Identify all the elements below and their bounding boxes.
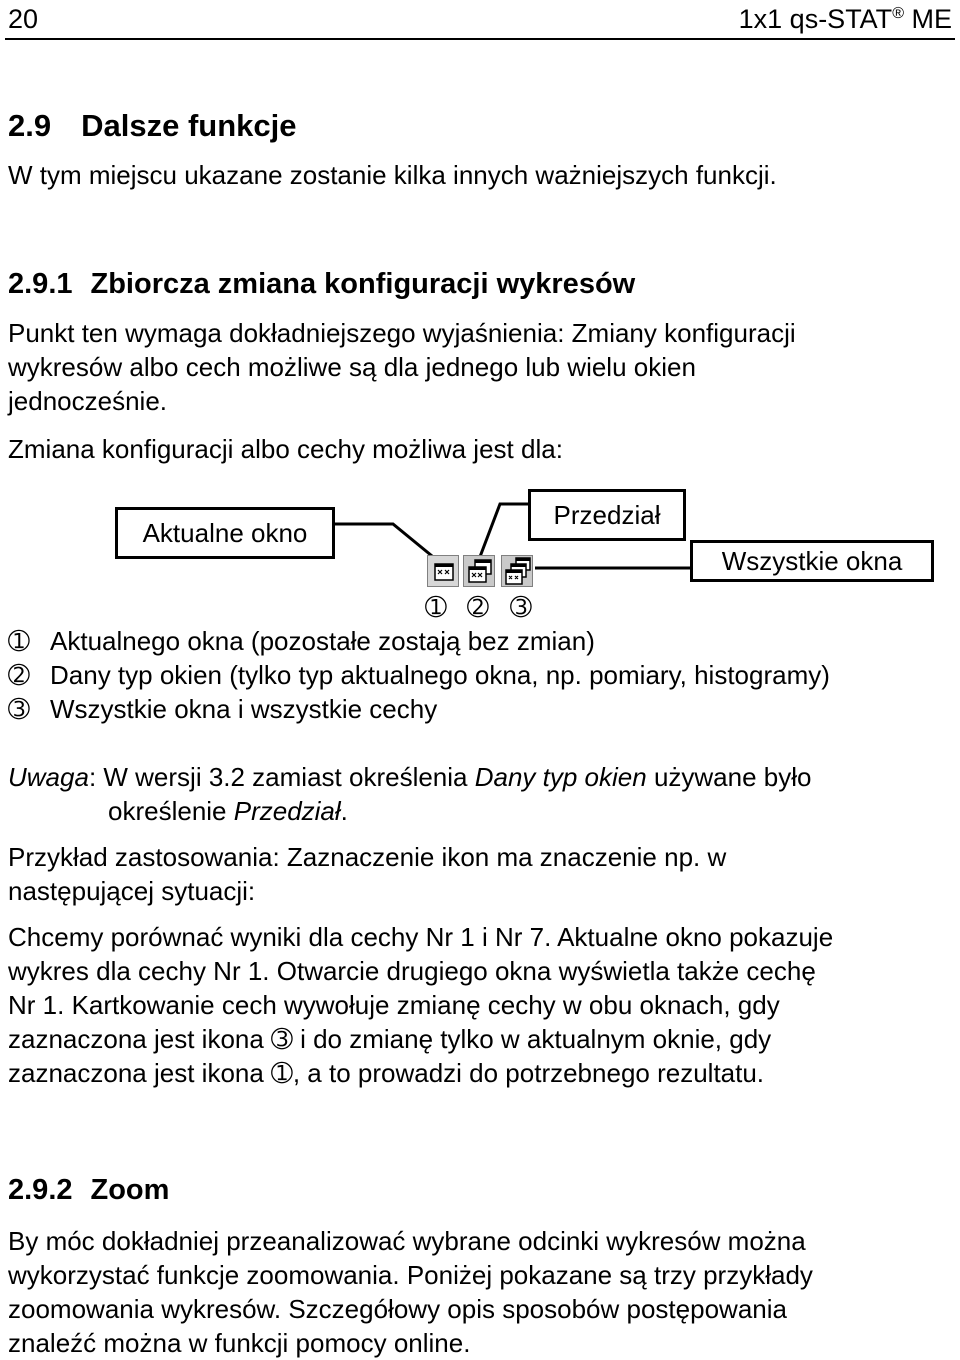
- option-text: Aktualnego okna (pozostałe zostają bez zmian): [50, 626, 595, 656]
- paragraph-line: By móc dokładniej przeanalizować wybrane odcinki wykresów można: [8, 1226, 806, 1256]
- note-text: określenie: [108, 796, 234, 826]
- option-item: [8, 692, 438, 727]
- section-number: 2.9: [8, 108, 52, 143]
- note-line: [108, 794, 348, 828]
- text-run: zaznaczona jest ikona: [8, 1024, 272, 1054]
- note-text: .: [340, 796, 348, 826]
- subsection-title: Zoom: [90, 1174, 170, 1206]
- icon-number-1: ➀: [425, 593, 447, 623]
- note-line: [8, 760, 811, 794]
- paragraph-line: znaleźć można w funkcji pomocy online.: [8, 1328, 471, 1358]
- all-windows-icon[interactable]: [501, 555, 533, 587]
- paragraph-line: Zmiana konfiguracji albo cechy możliwa jest dla:: [8, 434, 563, 464]
- icon-number-2: ➁: [467, 593, 489, 623]
- paragraph-line: [8, 1022, 771, 1057]
- option-item: [8, 658, 830, 693]
- paragraph-line: wykres dla cechy Nr 1. Otwarcie drugiego okna wyświetla także cechę: [8, 956, 816, 986]
- option-marker: ➂: [8, 695, 30, 725]
- section-title: Dalsze funkcje: [81, 108, 297, 143]
- paragraph-line: Przykład zastosowania: Zaznaczenie ikon ma znaczenie np. w: [8, 842, 727, 872]
- text-run: zaznaczona jest ikona: [8, 1058, 272, 1088]
- note-term: Przedział: [233, 796, 341, 826]
- note-label: Uwaga: [8, 762, 89, 792]
- option-marker: ➁: [8, 661, 30, 691]
- paragraph-line: następującej sytuacji:: [8, 876, 256, 906]
- paragraph-line: Nr 1. Kartkowanie cech wywołuje zmianę cechy w obu oknach, gdy: [8, 990, 780, 1020]
- stacked-windows-icon[interactable]: [463, 555, 495, 587]
- single-window-icon[interactable]: [427, 555, 459, 587]
- product-edition: ME: [911, 4, 952, 34]
- paragraph-line: wykresów albo cech możliwe są dla jednego lub wielu okien: [8, 352, 696, 382]
- paragraph-line: jednocześnie.: [8, 386, 167, 416]
- section-intro: W tym miejscu ukazane zostanie kilka innych ważniejszych funkcji.: [8, 160, 777, 190]
- subsection-heading: [8, 1174, 169, 1207]
- paragraph-line: Chcemy porównać wyniki dla cechy Nr 1 i Nr 7. Aktualne okno pokazuje: [8, 922, 834, 952]
- subsection-number: 2.9.2: [8, 1174, 73, 1206]
- current-window-callout: Aktualne okno: [115, 507, 335, 559]
- note-term: Dany typ okien: [474, 762, 647, 792]
- option-text: Dany typ okien (tylko typ aktualnego okna, np. pomiary, histogramy): [50, 660, 830, 690]
- page-number: 20: [8, 4, 39, 34]
- text-run: i do zmianę tylko w aktualnym oknie, gdy: [292, 1024, 772, 1054]
- note-text: używane było: [646, 762, 812, 792]
- text-run: , a to prowadzi do potrzebnego rezultatu.: [292, 1058, 765, 1088]
- option-marker: ➀: [8, 627, 30, 657]
- icon-number-3: ➂: [510, 593, 532, 623]
- registered-mark: ®: [892, 5, 904, 22]
- paragraph-line: Punkt ten wymaga dokładniejszego wyjaśnienia: Zmiany konfiguracji: [8, 318, 796, 348]
- paragraph-line: zoomowania wykresów. Szczegółowy opis sposobów postępowania: [8, 1294, 787, 1324]
- paragraph-line: wykorzystać funkcje zoomowania. Poniżej pokazane są trzy przykłady: [8, 1260, 813, 1290]
- subsection-title: Zbiorcza zmiana konfiguracji wykresów: [90, 268, 636, 300]
- option-item: [8, 624, 595, 659]
- range-callout: Przedział: [528, 489, 686, 541]
- inline-marker: ➂: [271, 1025, 293, 1055]
- product-name: 1x1 qs-STAT: [738, 4, 893, 34]
- subsection-number: 2.9.1: [8, 268, 73, 300]
- note-text: : W wersji 3.2 zamiast określenia: [88, 762, 475, 792]
- all-windows-callout: Wszystkie okna: [690, 540, 934, 582]
- option-text: Wszystkie okna i wszystkie cechy: [50, 694, 438, 724]
- paragraph-line: [8, 1056, 764, 1091]
- inline-marker: ➀: [271, 1059, 293, 1089]
